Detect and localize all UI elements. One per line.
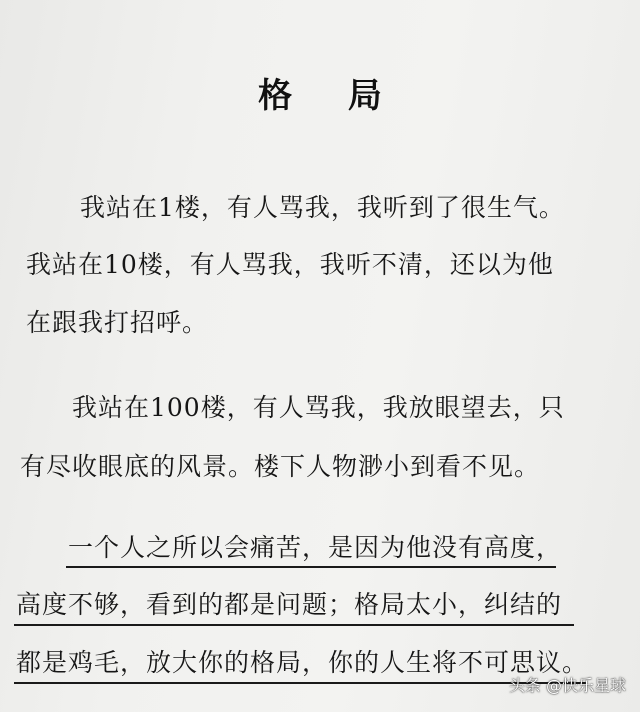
paragraph-1-line-2: 我站在10楼，有人骂我，我听不清，还以为他 bbox=[26, 250, 554, 279]
underline-3 bbox=[14, 682, 586, 684]
paragraph-1-line-1: 我站在1楼，有人骂我，我听到了很生气。 bbox=[80, 193, 565, 222]
page-title: 格 局 bbox=[258, 76, 404, 116]
watermark: 头条 @快乐星球 bbox=[508, 676, 626, 695]
paragraph-3-line-1: 一个人之所以会痛苦，是因为他没有高度， bbox=[68, 533, 563, 562]
underline-2 bbox=[14, 624, 574, 626]
paragraph-2-line-2: 有尽收眼底的风景。楼下人物渺小到看不见。 bbox=[20, 452, 541, 481]
paragraph-2-line-1: 我站在100楼，有人骂我，我放眼望去，只 bbox=[72, 393, 565, 422]
paragraph-1-line-3: 在跟我打招呼。 bbox=[26, 308, 209, 337]
paragraph-3-line-2: 高度不够，看到的都是问题；格局太小，纠结的 bbox=[16, 590, 563, 619]
paragraph-3-line-3: 都是鸡毛，放大你的格局，你的人生将不可思议。 bbox=[16, 648, 589, 677]
underline-1 bbox=[66, 566, 556, 568]
